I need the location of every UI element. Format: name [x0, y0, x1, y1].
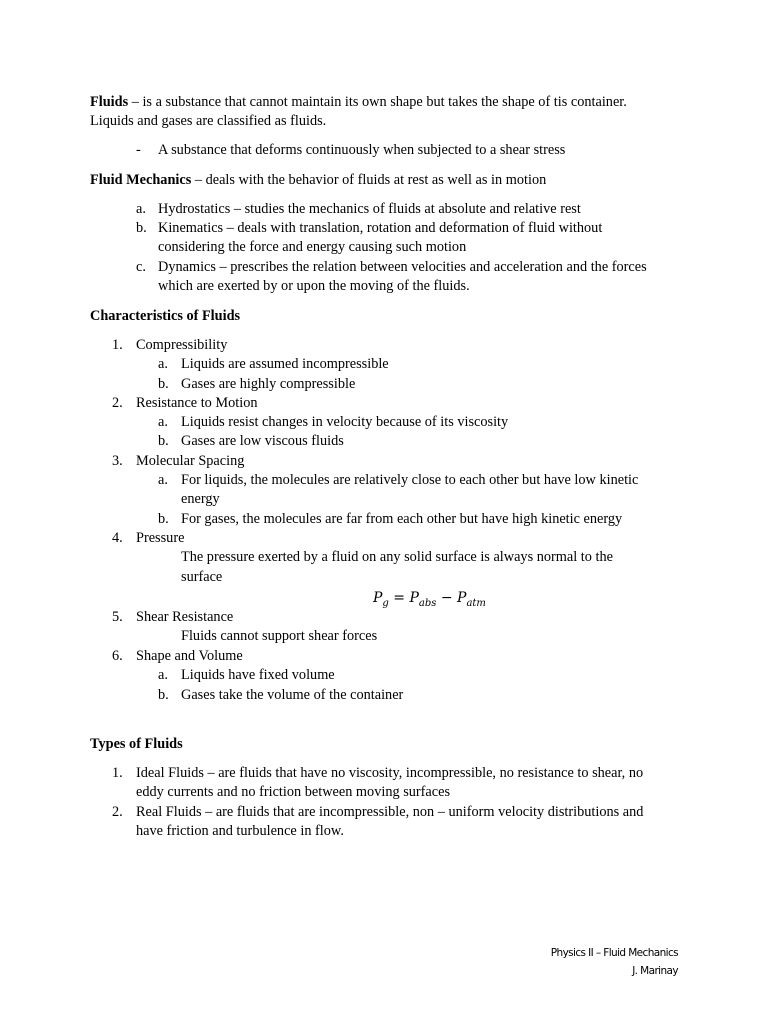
char-marker-3: 3. — [112, 453, 123, 469]
char-shear-resistance-desc: Fluids cannot support shear forces — [181, 628, 378, 644]
char-shear-resistance: Shear Resistance — [136, 609, 234, 625]
char-6-sub-a: Liquids have fixed volume — [181, 667, 335, 683]
fluids-term: Fluids — [90, 94, 129, 110]
eq-lhs-sub: g — [382, 597, 389, 609]
char-6-sub-marker-b: b. — [158, 687, 169, 703]
pressure-equation — [373, 588, 486, 614]
char-1-sub-marker-a: a. — [158, 356, 168, 372]
footer-author: J. Marinay — [632, 965, 678, 977]
branch-marker-b: b. — [136, 220, 147, 236]
char-marker-6: 6. — [112, 648, 123, 664]
char-6-sub-marker-a: a. — [158, 667, 168, 683]
footer-course: Physics II – Fluid Mechanics — [550, 947, 678, 959]
fluids-definition-text: – is a substance that cannot maintain its own shape but takes the shape of tis container. — [128, 94, 627, 110]
branch-dynamics: Dynamics – prescribes the relation between velocities and acceleration and the forces — [158, 259, 647, 275]
type-real-fluids: Real Fluids – are fluids that are incompressible, non – uniform velocity distributions and — [136, 804, 644, 820]
eq-term-2-sub: atm — [466, 597, 486, 609]
branch-marker-a: a. — [136, 201, 146, 217]
char-pressure-desc: The pressure exerted by a fluid on any solid surface is always normal to the — [181, 549, 613, 565]
type-ideal-fluids: Ideal Fluids – are fluids that have no viscosity, incompressible, no resistance to shear, no — [136, 765, 644, 781]
fluids-definition — [90, 93, 627, 112]
char-1-sub-b: Gases are highly compressible — [181, 376, 356, 392]
char-1-sub-marker-b: b. — [158, 376, 169, 392]
branch-marker-c: c. — [136, 259, 146, 275]
char-marker-1: 1. — [112, 337, 123, 353]
char-3-sub-a-line-2: energy — [181, 491, 220, 507]
fluid-mechanics-term: Fluid Mechanics — [90, 172, 192, 188]
branch-hydrostatics: Hydrostatics – studies the mechanics of fluids at absolute and relative rest — [158, 201, 581, 217]
char-pressure-desc-line-2: surface — [181, 569, 223, 585]
types-heading: Types of Fluids — [90, 736, 183, 752]
char-marker-5: 5. — [112, 609, 123, 625]
type-real-fluids-line-2: have friction and turbulence in flow. — [136, 823, 344, 839]
char-6-sub-b: Gases take the volume of the container — [181, 687, 404, 703]
char-compressibility: Compressibility — [136, 337, 228, 353]
char-3-sub-a: For liquids, the molecules are relatively close to each other but have low kinetic — [181, 472, 639, 488]
char-2-sub-marker-b: b. — [158, 433, 169, 449]
fluids-definition-line-2: Liquids and gases are classified as fluids. — [90, 113, 327, 129]
characteristics-heading: Characteristics of Fluids — [90, 308, 241, 324]
fluid-mechanics-definition — [90, 171, 546, 190]
char-1-sub-a: Liquids are assumed incompressible — [181, 356, 389, 372]
eq-lhs: P — [373, 590, 383, 606]
char-2-sub-a: Liquids resist changes in velocity because of its viscosity — [181, 414, 509, 430]
char-molecular-spacing: Molecular Spacing — [136, 453, 245, 469]
char-3-sub-marker-b: b. — [158, 511, 169, 527]
branch-dynamics-line-2: which are exerted by or upon the moving of the fluids. — [158, 278, 470, 294]
char-3-sub-b: For gases, the molecules are far from each other but have high kinetic energy — [181, 511, 623, 527]
branch-kinematics: Kinematics – deals with translation, rotation and deformation of fluid without — [158, 220, 603, 236]
char-2-sub-b: Gases are low viscous fluids — [181, 433, 344, 449]
char-shape-and-volume: Shape and Volume — [136, 648, 243, 664]
eq-term-1-sub: abs — [418, 597, 437, 609]
char-marker-2: 2. — [112, 395, 123, 411]
eq-term-2: P — [457, 590, 467, 606]
dash-item: A substance that deforms continuously when subjected to a shear stress — [158, 142, 566, 158]
branch-kinematics-line-2: considering the force and energy causing such motion — [158, 239, 467, 255]
char-3-sub-marker-a: a. — [158, 472, 168, 488]
char-marker-4: 4. — [112, 530, 123, 546]
eq-equals: = — [388, 590, 410, 606]
dash-marker: - — [136, 142, 141, 158]
type-marker-1: 1. — [112, 765, 123, 781]
type-marker-2: 2. — [112, 804, 123, 820]
fluid-mechanics-definition-text: – deals with the behavior of fluids at rest as well as in motion — [191, 172, 547, 188]
eq-minus: − — [436, 590, 458, 606]
char-pressure: Pressure — [136, 530, 185, 546]
char-2-sub-marker-a: a. — [158, 414, 168, 430]
char-resistance-to-motion: Resistance to Motion — [136, 395, 258, 411]
eq-term-1: P — [409, 590, 419, 606]
type-ideal-fluids-line-2: eddy currents and no friction between moving surfaces — [136, 784, 451, 800]
